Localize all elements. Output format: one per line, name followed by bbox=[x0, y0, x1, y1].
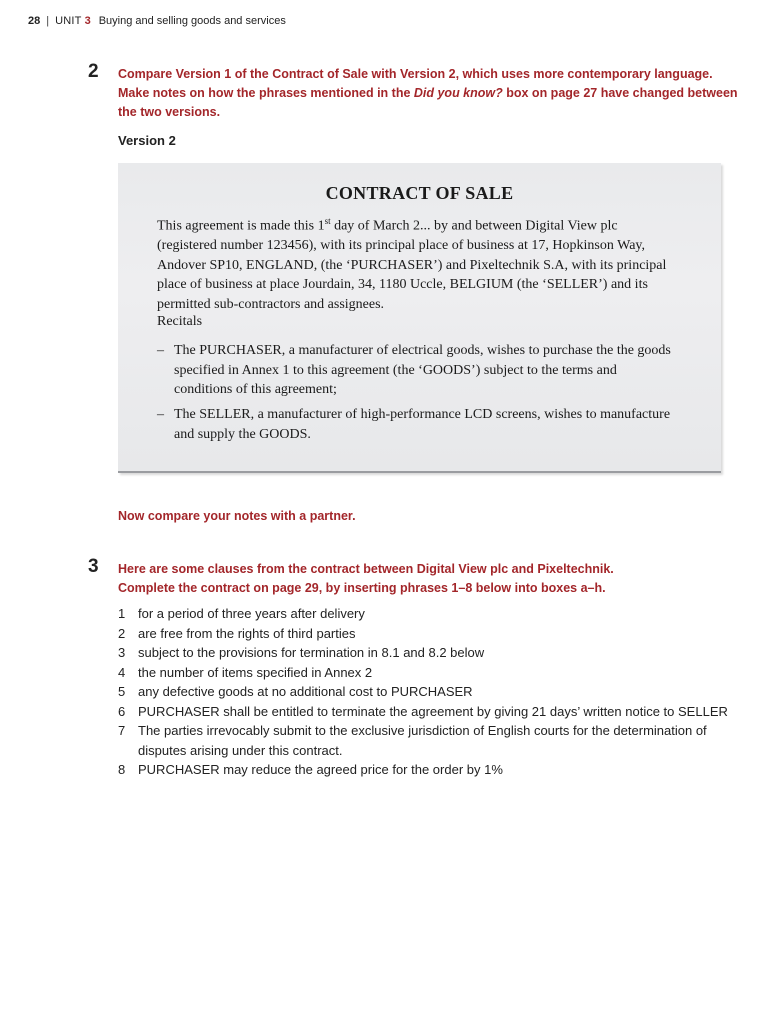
list-item bbox=[118, 682, 738, 702]
phrase-text: are free from the rights of third parties bbox=[138, 625, 356, 641]
phrase-number: 7 bbox=[118, 723, 126, 738]
phrase-number: 6 bbox=[118, 703, 126, 719]
did-you-know-reference: Did you know? bbox=[413, 86, 503, 100]
phrase-number: 2 bbox=[118, 625, 126, 641]
exercise-3-number: 3 bbox=[88, 556, 99, 577]
phrase-text: subject to the provisions for termination in 8.1 and 8.2 below bbox=[138, 645, 485, 660]
phrase-text: any defective goods at no additional cost to PURCHASER bbox=[138, 684, 473, 699]
phrase-text: for a period of three years after delivery bbox=[138, 606, 365, 621]
phrase-text: PURCHASER may reduce the agreed price for the order by 1% bbox=[138, 762, 503, 777]
exercise-2-instruction-part2: box on page 27 have changed between the two versions. bbox=[118, 86, 738, 119]
recital-item bbox=[157, 405, 677, 444]
recital-text: The SELLER, a manufacturer of high-performance LCD screens, wishes to manufacture and supply the GOODS. bbox=[174, 407, 671, 442]
contract-title: CONTRACT OF SALE bbox=[325, 183, 514, 203]
contract-intro bbox=[157, 212, 677, 314]
contract-intro-rest: day of March 2... by and between Digital View plc (registered number 123456), with its principal place of business at 17, Hopkinson Way, Andover SP10, ENGLAND, (the ‘PURCHASER’) and Pixeltechnik S.A, with its principal place of business at place Jourdain, 34, 1180 Uccle, BELGIUM (the ‘SELLER’) and its permitted sub-contractors and assignees. bbox=[157, 218, 667, 312]
phrase-number: 1 bbox=[118, 606, 126, 621]
phrase-list bbox=[118, 604, 738, 780]
compare-with-partner: Now compare your notes with a partner. bbox=[118, 509, 356, 523]
unit-title: Buying and selling goods and services bbox=[98, 15, 286, 27]
exercise-2-instruction bbox=[118, 65, 738, 122]
list-item bbox=[118, 663, 738, 683]
list-item bbox=[118, 702, 738, 722]
dash-bullet: – bbox=[157, 343, 164, 358]
ordinal-suffix: st bbox=[324, 216, 331, 226]
recitals-heading: Recitals bbox=[157, 314, 203, 329]
dash-bullet: – bbox=[157, 407, 164, 422]
recital-text: The PURCHASER, a manufacturer of electrical goods, wishes to purchase the the goods specified in Annex 1 to this agreement (the ‘GOODS’) subject to the terms and conditions of this agreement; bbox=[174, 343, 671, 397]
list-item bbox=[118, 604, 738, 624]
contract-intro-start: This agreement is made this 1 bbox=[157, 218, 325, 234]
list-item bbox=[118, 624, 738, 644]
exercise-3-instruction-line1: Here are some clauses from the contract between Digital View plc and Pixeltechnik. bbox=[118, 562, 614, 576]
phrase-number: 8 bbox=[118, 762, 126, 777]
list-item bbox=[118, 721, 738, 760]
header-divider: | bbox=[46, 15, 50, 27]
unit-label: UNIT bbox=[55, 15, 82, 27]
unit-number: 3 bbox=[84, 15, 91, 27]
page-header bbox=[28, 15, 286, 27]
exercise-3-instruction bbox=[118, 560, 738, 598]
recital-item bbox=[157, 341, 677, 400]
phrase-number: 3 bbox=[118, 645, 126, 660]
exercise-3-instruction-line2: Complete the contract on page 29, by inserting phrases 1–8 below into boxes a–h. bbox=[118, 581, 606, 595]
contract-excerpt bbox=[118, 163, 721, 473]
phrase-number: 4 bbox=[118, 664, 126, 680]
phrase-number: 5 bbox=[118, 684, 126, 699]
exercise-2-number: 2 bbox=[88, 61, 99, 82]
list-item bbox=[118, 643, 738, 663]
phrase-text: PURCHASER shall be entitled to terminate the agreement by giving 21 days’ written notice to SELLER bbox=[138, 703, 728, 719]
version-label: Version 2 bbox=[118, 133, 176, 148]
list-item bbox=[118, 760, 738, 780]
page-number: 28 bbox=[28, 15, 41, 27]
phrase-text: The parties irrevocably submit to the exclusive jurisdiction of English courts for the determination of disputes arising under this contract. bbox=[138, 723, 707, 758]
exercise-2-instruction-part1: Compare Version 1 of the Contract of Sale with Version 2, which uses more contemporary language. Make notes on how the phrases mentioned in the bbox=[118, 67, 713, 100]
phrase-text: the number of items specified in Annex 2 bbox=[138, 664, 373, 680]
